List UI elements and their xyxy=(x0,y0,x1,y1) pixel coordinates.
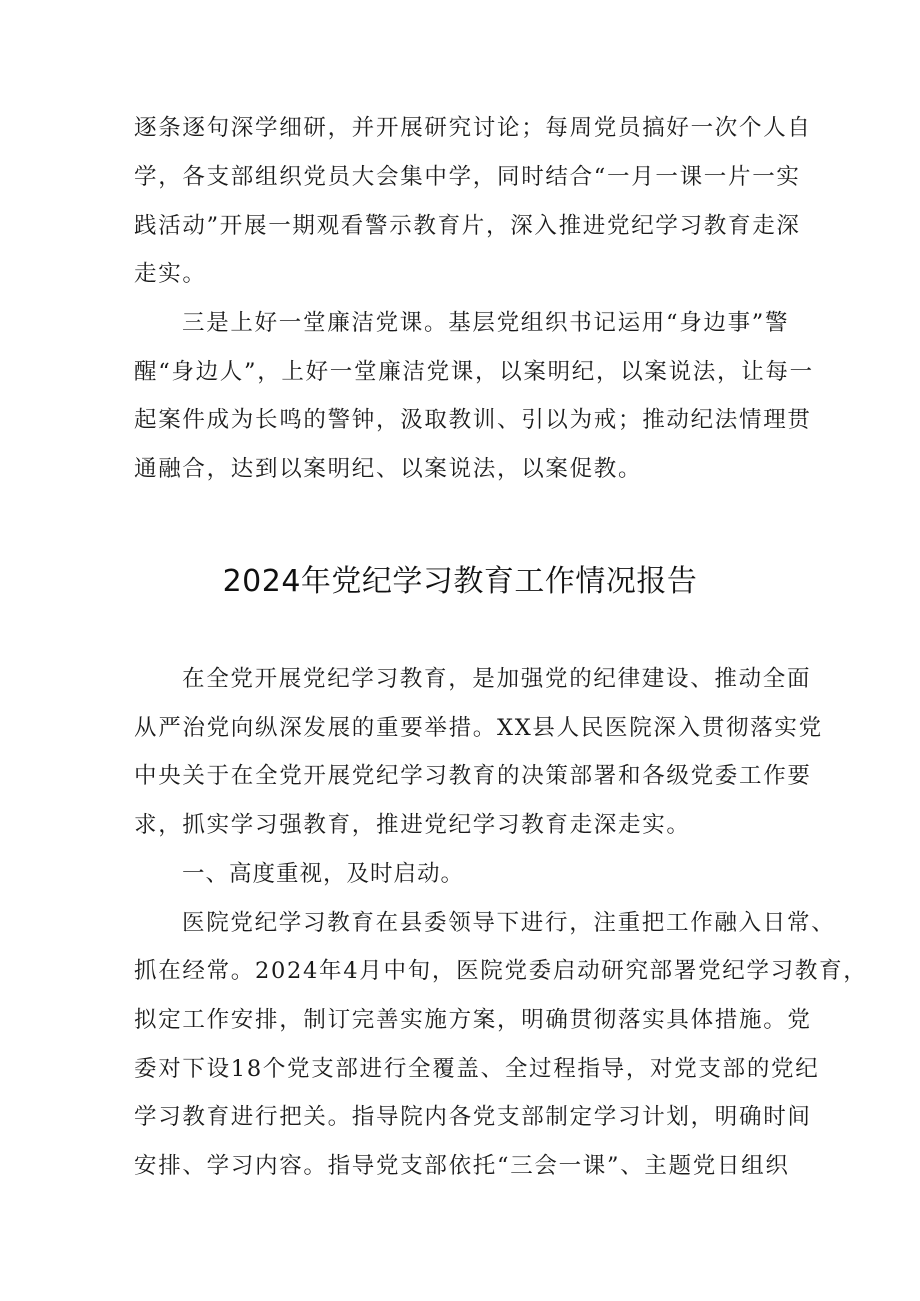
paragraph-line: 求，抓实学习强教育，推进党纪学习教育走深走实。 xyxy=(134,812,691,838)
paragraph-line: 安排、学习内容。指导党支部依托“三会一课”、主题党日组织 xyxy=(134,1153,790,1179)
paragraph-line: 学习教育进行把关。指导院内各党支部制定学习计划，明确时间 xyxy=(134,1104,812,1130)
paragraph-line: 中央关于在全党开展党纪学习教育的决策部署和各级党委工作要 xyxy=(134,763,812,789)
paragraph-line: 学，各支部组织党员大会集中学，同时结合“一月一课一片一实 xyxy=(134,164,801,190)
paragraph-line: 通融合，达到以案明纪、以案说法，以案促教。 xyxy=(134,456,643,482)
paragraph-line: 在全党开展党纪学习教育，是加强党的纪律建设、推动全面 xyxy=(182,666,812,692)
section-heading: 一、高度重视，及时启动。 xyxy=(182,861,465,887)
paragraph-line: 委对下设18个党支部进行全覆盖、全过程指导，对党支部的党纪 xyxy=(134,1056,820,1082)
paragraph-line: 醒“身边人”，上好一堂廉洁党课，以案明纪，以案说法，让每一 xyxy=(134,359,814,385)
paragraph-line: 走实。 xyxy=(134,261,207,287)
paragraph-line: 三是上好一堂廉洁党课。基层党组织书记运用“身边事”警 xyxy=(182,310,790,336)
report-title: 2024年党纪学习教育工作情况报告 xyxy=(222,564,698,599)
paragraph-line: 践活动”开展一期观看警示教育片，深入推进党纪学习教育走深 xyxy=(134,213,801,239)
paragraph-line: 医院党纪学习教育在县委领导下进行，注重把工作融入日常、 xyxy=(182,910,836,936)
paragraph-line: 抓在经常。2024年4月中旬，医院党委启动研究部署党纪学习教育， xyxy=(134,958,868,984)
paragraph-line: 拟定工作安排，制订完善实施方案，明确贯彻落实具体措施。党 xyxy=(134,1007,812,1033)
paragraph-line: 起案件成为长鸣的警钟，汲取教训、引以为戒；推动纪法情理贯 xyxy=(134,407,812,433)
paragraph-line: 逐条逐句深学细研，并开展研究讨论；每周党员搞好一次个人自 xyxy=(134,115,812,141)
paragraph-line: 从严治党向纵深发展的重要举措。XX县人民医院深入贯彻落实党 xyxy=(134,715,823,741)
